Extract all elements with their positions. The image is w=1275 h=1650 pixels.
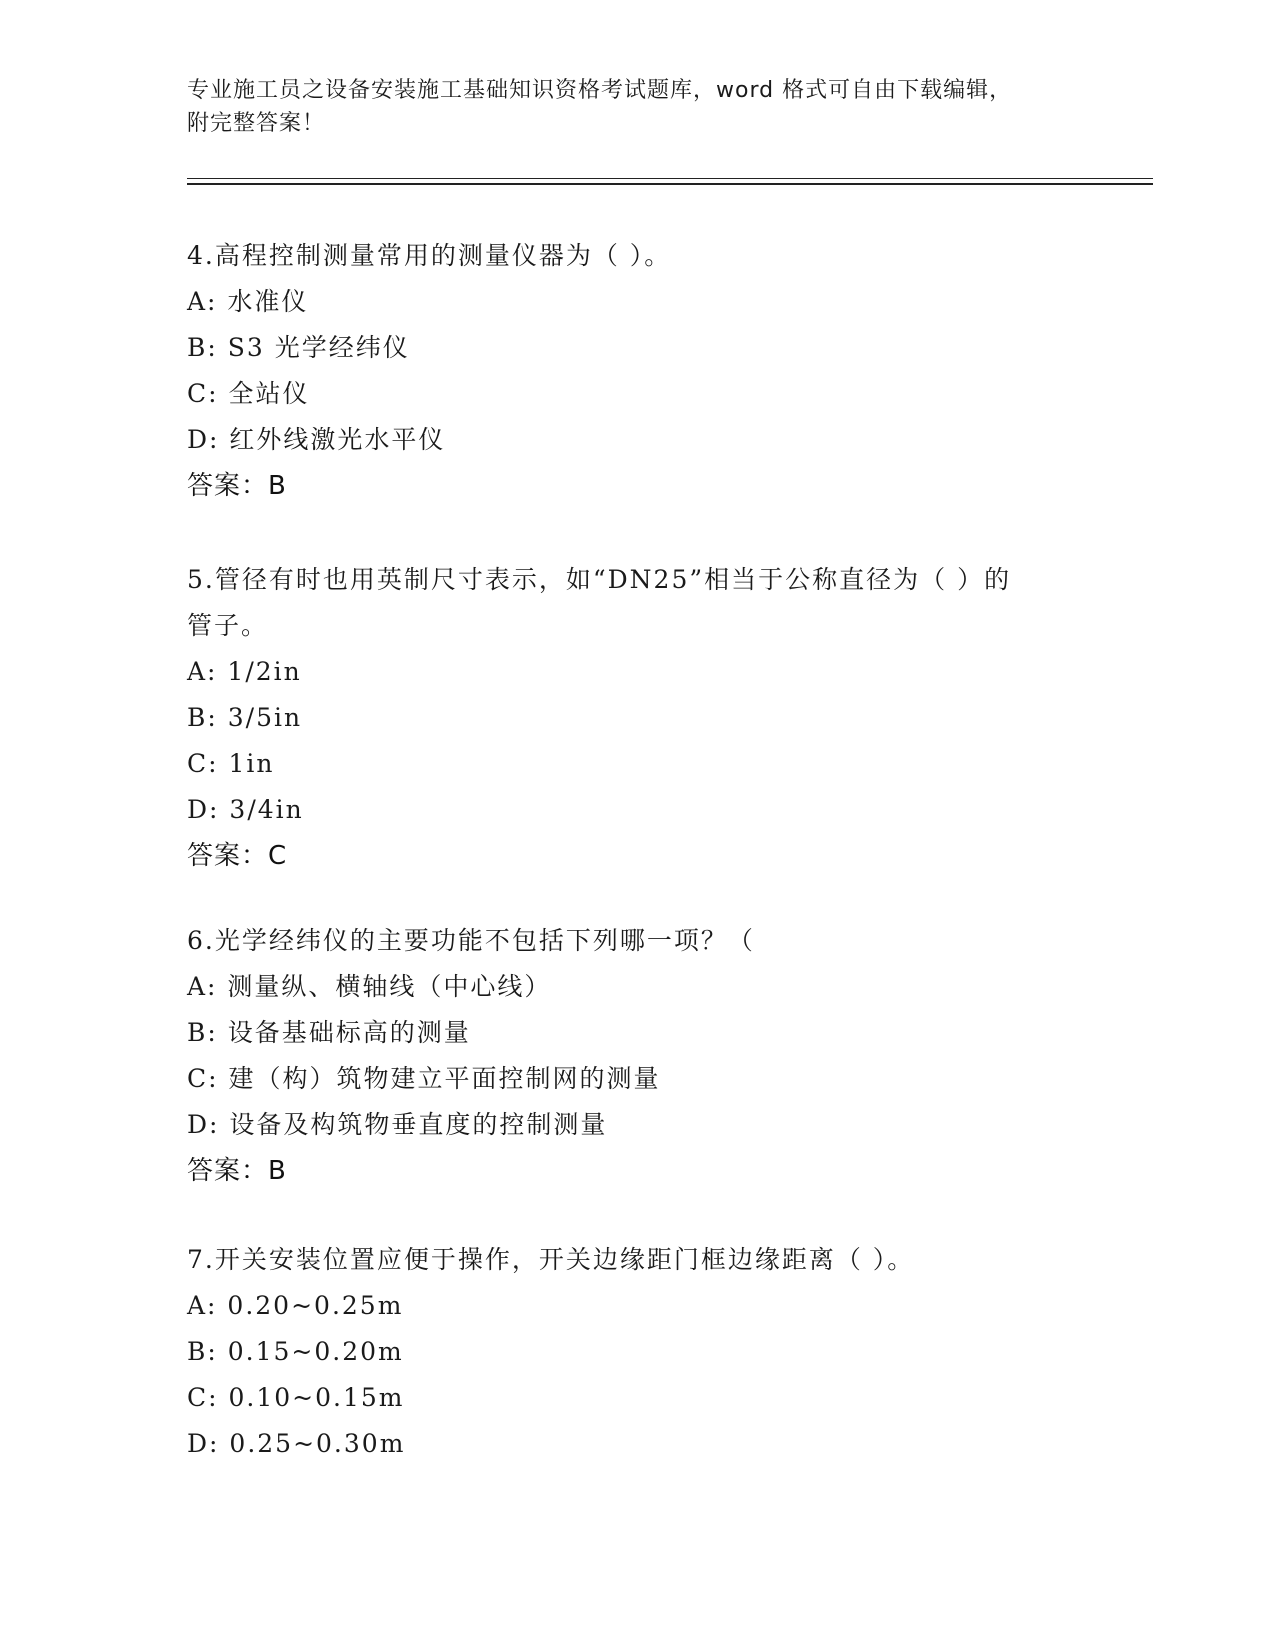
question-stem-line-2: 管子。 xyxy=(187,611,269,640)
question-4 xyxy=(187,233,1087,509)
question-stem: 6.光学经纬仪的主要功能不包括下列哪一项？（ xyxy=(187,926,755,955)
question-stem-line-1: 5.管径有时也用英制尺寸表示，如“DN25”相当于公称直径为（ ）的 xyxy=(187,565,1012,594)
answer-label: 答案：C xyxy=(187,841,288,871)
option-a: A: 0.20~0.25m xyxy=(187,1291,404,1320)
option-d: D: 3/4in xyxy=(187,795,304,824)
option-b: B: 3/5in xyxy=(187,703,303,732)
option-d: D: 0.25~0.30m xyxy=(187,1429,406,1458)
document-header xyxy=(187,74,1087,140)
option-a: A: 水准仪 xyxy=(187,287,309,316)
header-divider-bottom xyxy=(187,183,1153,185)
answer-label: 答案：B xyxy=(187,1156,287,1186)
option-c: C: 0.10~0.15m xyxy=(187,1383,405,1412)
option-d: D: 设备及构筑物垂直度的控制测量 xyxy=(187,1110,608,1139)
option-c: C: 建（构）筑物建立平面控制网的测量 xyxy=(187,1064,661,1093)
option-c: C: 1in xyxy=(187,749,275,778)
header-divider-top xyxy=(187,178,1153,179)
answer-label: 答案：B xyxy=(187,471,287,501)
question-stem: 7.开关安装位置应便于操作，开关边缘距门框边缘距离（ ）。 xyxy=(187,1245,915,1274)
question-5 xyxy=(187,557,1087,879)
header-line-1: 专业施工员之设备安装施工基础知识资格考试题库，word 格式可自由下载编辑， xyxy=(187,78,1013,103)
option-b: B: 设备基础标高的测量 xyxy=(187,1018,471,1047)
question-7 xyxy=(187,1237,1087,1467)
header-line-2: 附完整答案！ xyxy=(187,111,326,136)
question-stem: 4.高程控制测量常用的测量仪器为（ ）。 xyxy=(187,241,672,270)
option-a: A: 1/2in xyxy=(187,657,302,686)
option-d: D: 红外线激光水平仪 xyxy=(187,425,446,454)
option-a: A: 测量纵、横轴线（中心线） xyxy=(187,972,552,1001)
question-6 xyxy=(187,918,1087,1194)
option-b: B: S3 光学经纬仪 xyxy=(187,333,410,362)
option-b: B: 0.15~0.20m xyxy=(187,1337,404,1366)
option-c: C: 全站仪 xyxy=(187,379,310,408)
